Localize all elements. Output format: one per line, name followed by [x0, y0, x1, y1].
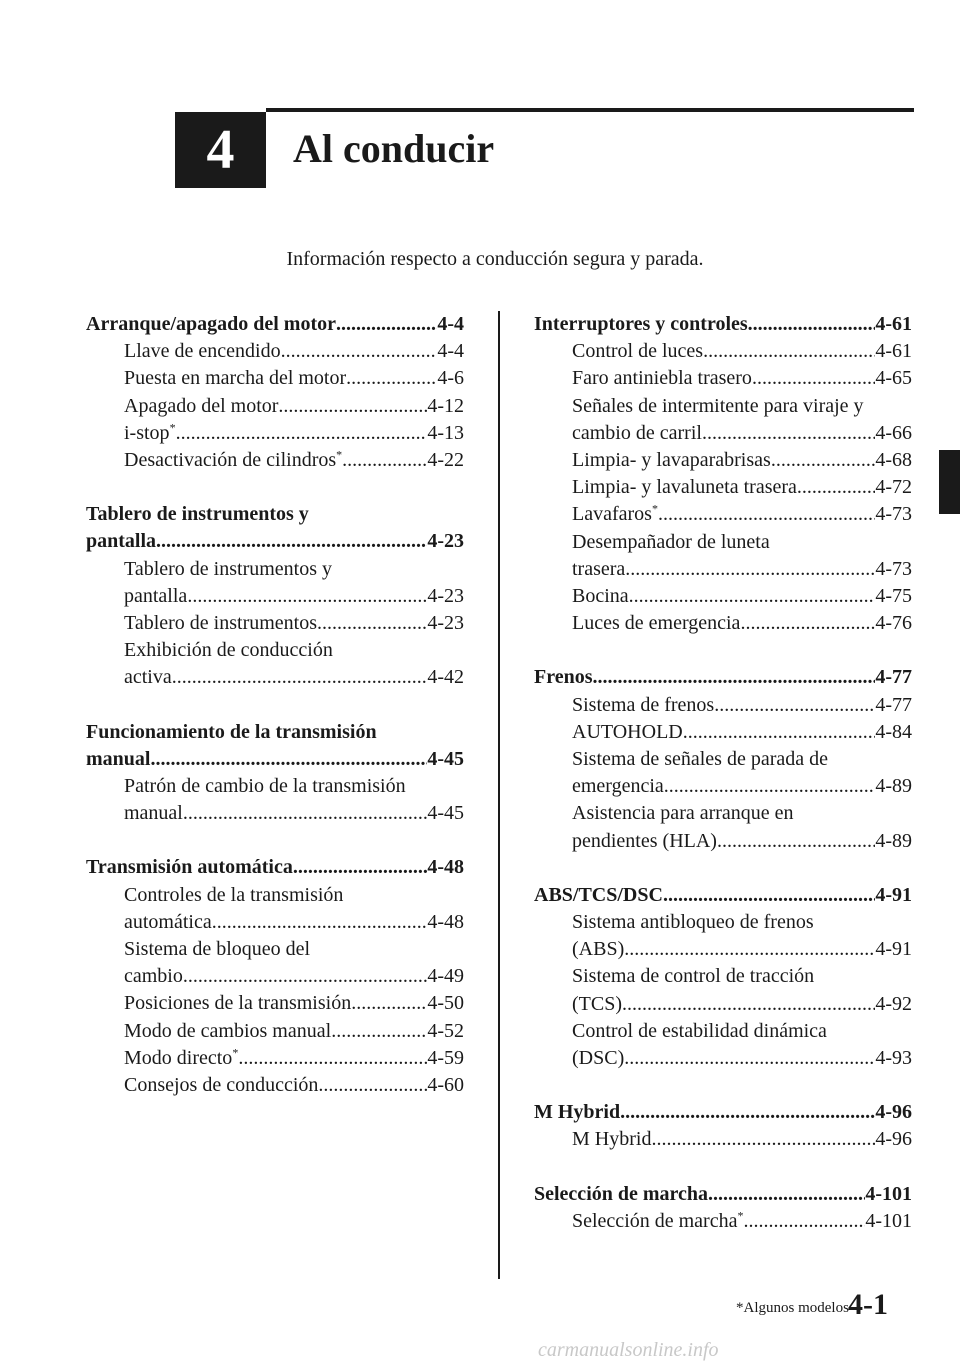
dot-leader [351, 990, 427, 1017]
toc-entry-text: Señales de intermitente para viraje y [572, 394, 864, 417]
dot-leader [317, 610, 427, 637]
toc-entry-text [572, 773, 664, 800]
toc-entry [534, 1126, 912, 1153]
toc-entry-page: 4-23 [427, 530, 464, 553]
toc-entry-text: Tablero de instrumentos y [86, 503, 309, 526]
toc-entry-label: cambio de carril [572, 421, 702, 444]
toc-entry-text [572, 719, 683, 746]
toc-entry-page: 4-45 [427, 802, 464, 825]
toc-entry-label: Control de luces [572, 340, 704, 363]
toc-entry-page: 4-73 [875, 503, 912, 526]
dot-leader [624, 936, 875, 963]
toc-entry [534, 365, 912, 392]
toc-entry-page: 4-72 [875, 476, 912, 499]
toc-entry-label: M Hybrid [572, 1128, 652, 1151]
toc-entry-page: 4-77 [875, 693, 912, 716]
toc-entry-label: manual [124, 802, 183, 825]
dot-leader [172, 664, 428, 691]
toc-entry-label: Apagado del motor [124, 394, 279, 417]
dot-leader [708, 1181, 865, 1208]
toc-entry-label: Frenos [534, 666, 593, 689]
dot-leader [622, 991, 875, 1018]
toc-entry-label: Posiciones de la transmisión [124, 992, 352, 1015]
chapter-intro: Información respecto a conducción segura y parada. [286, 248, 704, 270]
toc-entry-page: 4-48 [427, 910, 464, 933]
toc-entry-lead [534, 746, 912, 773]
toc-entry [534, 1045, 912, 1072]
toc-entry-text [86, 746, 150, 773]
toc-entry-text: Control de estabilidad dinámica [572, 1019, 827, 1042]
chapter-number-badge [175, 112, 266, 188]
toc-entry [86, 800, 464, 827]
toc-entry [86, 365, 464, 392]
toc-entry-text [86, 311, 336, 338]
toc-entry-label: pantalla [124, 584, 188, 607]
column-divider [498, 311, 500, 1279]
toc-entry-label: pantalla [86, 530, 157, 553]
asterisk-mark: * [651, 501, 658, 516]
toc-section [534, 664, 912, 854]
toc-entry-label: pendientes (HLA) [572, 829, 717, 852]
toc-entry-label: Interruptores y controles [534, 313, 748, 335]
toc-entry-text [534, 311, 748, 338]
toc-entry-lead [86, 556, 464, 583]
toc-entry-page: 4-84 [875, 720, 912, 743]
toc-entry-text [124, 420, 176, 447]
toc-entry-text: Controles de la transmisión [124, 883, 344, 906]
toc-entry [86, 610, 464, 637]
toc-section-heading-lead [86, 719, 464, 746]
toc-entry-page: 4-23 [427, 612, 464, 635]
toc-entry-page: 4-59 [427, 1046, 464, 1069]
toc-entry-page: 4-96 [875, 1128, 912, 1151]
toc-entry-label: ABS/TCS/DSC [534, 883, 663, 906]
dot-leader [658, 501, 875, 528]
dot-leader [183, 963, 427, 990]
dot-leader [278, 393, 427, 420]
toc-entry-label: Desactivación de cilindros [124, 449, 337, 472]
toc-entry [86, 990, 464, 1017]
toc-entry-text [124, 447, 342, 474]
toc-entry-text: Desempañador de luneta [572, 530, 770, 553]
toc-entry-page: 4-101 [865, 1209, 912, 1232]
toc-entry [86, 338, 464, 365]
toc-entry [534, 583, 912, 610]
toc-entry-page: 4-52 [427, 1019, 464, 1042]
dot-leader [629, 583, 876, 610]
watermark: carmanualsonline.info [538, 1339, 719, 1361]
dot-leader [771, 447, 876, 474]
toc-entry-page: 4-22 [427, 449, 464, 472]
toc-entry-page: 4-66 [875, 421, 912, 444]
toc-entry-label: emergencia [572, 775, 664, 798]
toc-entry [534, 420, 912, 447]
toc-entry [534, 828, 912, 855]
toc-section [534, 1099, 912, 1153]
toc-section-heading [534, 882, 912, 909]
toc-entry-text [124, 583, 187, 610]
toc-entry-text [572, 1208, 743, 1235]
toc-entry [534, 991, 912, 1018]
toc-entry-label: Faro antiniebla trasero [572, 367, 752, 390]
toc-section [534, 1181, 912, 1235]
toc-entry-label: Lavafaros [572, 503, 652, 526]
toc-right-column [534, 311, 912, 1262]
dot-leader [212, 909, 428, 936]
dot-leader [342, 447, 427, 474]
toc-entry-text [534, 882, 663, 909]
toc-section [86, 311, 464, 474]
toc-entry-page: 4-49 [427, 965, 464, 988]
toc-entry-text [572, 583, 629, 610]
dot-leader [740, 610, 875, 637]
toc-entry-text [572, 936, 624, 963]
toc-entry-lead [534, 963, 912, 990]
dot-leader [150, 746, 427, 773]
toc-entry [534, 719, 912, 746]
toc-entry-text [124, 1072, 318, 1099]
toc-entry-page: 4-42 [427, 666, 464, 689]
toc-entry [86, 963, 464, 990]
toc-entry-text [572, 1126, 651, 1153]
toc-entry-label: i-stop [124, 421, 170, 444]
toc-section [86, 854, 464, 1099]
dot-leader [176, 420, 428, 447]
toc-entry-label: Sistema de frenos [572, 693, 715, 716]
dot-leader [620, 1099, 875, 1126]
toc-entry-text: Asistencia para arranque en [572, 802, 794, 825]
toc-entry-lead [86, 936, 464, 963]
toc-entry-text [124, 365, 346, 392]
page-number: 4-1 [848, 1288, 888, 1321]
toc-entry-page: 4-23 [427, 584, 464, 607]
toc-entry-label: AUTOHOLD [572, 720, 683, 743]
toc-entry [86, 447, 464, 474]
toc-entry-label: automática [124, 910, 212, 933]
toc-entry [86, 1045, 464, 1072]
toc-entry [534, 773, 912, 800]
toc-entry [86, 393, 464, 420]
toc-section-heading [86, 746, 464, 773]
toc-entry [86, 583, 464, 610]
toc-entry-text [124, 800, 183, 827]
dot-leader [346, 365, 437, 392]
toc-entry-text [572, 1045, 624, 1072]
toc-section [534, 311, 912, 637]
toc-entry-label: Transmisión automática [86, 856, 293, 879]
dot-leader [238, 1045, 427, 1072]
dot-leader [625, 556, 875, 583]
toc-entry-page: 4-89 [875, 829, 912, 852]
toc-entry-page: 4-73 [875, 557, 912, 580]
toc-entry-text [124, 909, 212, 936]
toc-entry-text: Sistema de bloqueo del [124, 938, 311, 961]
toc-entry-lead [534, 800, 912, 827]
toc-entry-page: 4-61 [875, 340, 912, 363]
asterisk-mark: * [169, 420, 176, 435]
toc-entry-text [534, 1099, 620, 1126]
toc-entry-label: Limpia- y lavaparabrisas [572, 449, 771, 472]
toc-section-heading [86, 854, 464, 881]
toc-entry-text: Exhibición de conducción [124, 639, 333, 662]
toc-entry-text [124, 338, 281, 365]
toc-left-column [86, 311, 464, 1126]
toc-entry-text [124, 610, 317, 637]
toc-entry-text [124, 963, 183, 990]
toc-section-heading [534, 311, 912, 338]
dot-leader [717, 828, 875, 855]
toc-entry-page: 4-91 [875, 938, 912, 961]
toc-section-heading-lead [86, 501, 464, 528]
toc-section [86, 501, 464, 691]
toc-entry-text: Patrón de cambio de la transmisión [124, 775, 406, 798]
dot-leader [797, 474, 875, 501]
toc-entry [534, 447, 912, 474]
dot-leader [663, 882, 875, 909]
toc-entry-page: 4-48 [427, 856, 464, 879]
dot-leader [703, 338, 875, 365]
toc-section-heading [534, 1099, 912, 1126]
toc-entry-text: Funcionamiento de la transmisión [86, 720, 377, 743]
toc-entry-text [572, 474, 797, 501]
toc-entry-text [534, 1181, 708, 1208]
toc-entry-page: 4-96 [875, 1101, 912, 1124]
toc-section [86, 719, 464, 828]
toc-entry [86, 664, 464, 691]
toc-entry-page: 4-93 [875, 1047, 912, 1070]
toc-entry [534, 936, 912, 963]
dot-leader [331, 1018, 427, 1045]
toc-entry-lead [86, 637, 464, 664]
toc-entry-text [572, 420, 702, 447]
toc-entry-text [572, 991, 622, 1018]
chapter-number: 4 [206, 119, 235, 181]
toc-entry-text [572, 610, 740, 637]
chapter-top-rule [266, 108, 914, 112]
toc-entry-lead [534, 393, 912, 420]
toc-entry-text [86, 528, 156, 555]
toc-entry-text [572, 365, 752, 392]
chapter-side-tab [939, 450, 960, 514]
toc-entry-label: Selección de marcha [572, 1209, 738, 1232]
toc-entry-page: 4-45 [427, 747, 464, 770]
toc-entry [534, 338, 912, 365]
dot-leader [743, 1208, 865, 1235]
toc-entry-label: Llave de encendido [124, 340, 281, 363]
asterisk-mark: * [336, 447, 343, 462]
dot-leader [702, 420, 875, 447]
toc-entry-text: Sistema de control de tracción [572, 965, 815, 988]
dot-leader [281, 338, 438, 365]
toc-entry-lead [86, 773, 464, 800]
toc-entry-text [572, 556, 625, 583]
toc-entry [534, 501, 912, 528]
toc-entry-label: Modo directo [124, 1046, 233, 1069]
toc-entry-label: Arranque/apagado del motor [86, 313, 336, 335]
toc-entry [534, 1208, 912, 1235]
toc-entry-page: 4-101 [865, 1182, 912, 1205]
toc-entry-text [124, 664, 172, 691]
toc-entry-label: (TCS) [572, 992, 622, 1015]
toc-entry-text: Tablero de instrumentos y [124, 557, 332, 580]
toc-entry-lead [86, 882, 464, 909]
toc-entry-page: 4-60 [427, 1074, 464, 1097]
toc-entry-lead [534, 1018, 912, 1045]
toc-entry-label: Tablero de instrumentos [124, 612, 317, 635]
asterisk-mark: * [737, 1208, 744, 1223]
toc-entry [534, 692, 912, 719]
dot-leader [293, 854, 427, 881]
toc-section-heading [534, 664, 912, 691]
toc-entry-page: 4-91 [875, 883, 912, 906]
toc-entry-page: 4-89 [875, 775, 912, 798]
toc-entry-text: Sistema antibloqueo de frenos [572, 911, 814, 934]
dot-leader [651, 1126, 875, 1153]
toc-entry-page: 4-13 [427, 421, 464, 444]
toc-entry-label: M Hybrid [534, 1101, 621, 1124]
toc-entry-page: 4-6 [437, 367, 464, 390]
toc-entry-page: 4-68 [875, 449, 912, 472]
chapter-title: Al conducir [293, 126, 495, 171]
toc-entry-page: 4-4 [437, 313, 464, 335]
toc-entry-page: 4-61 [875, 313, 912, 335]
toc-section-heading [86, 528, 464, 555]
toc-entry-text [86, 854, 293, 881]
toc-section-heading [534, 1181, 912, 1208]
toc-entry-text: Sistema de señales de parada de [572, 748, 829, 771]
toc-entry-page: 4-92 [875, 992, 912, 1015]
toc-entry-lead [534, 909, 912, 936]
toc-entry-text [572, 338, 703, 365]
asterisk-mark: * [232, 1045, 239, 1060]
toc-entry-text [124, 990, 351, 1017]
toc-entry-text [572, 828, 717, 855]
dot-leader [714, 692, 875, 719]
toc-entry-page: 4-50 [427, 992, 464, 1015]
toc-entry-label: Luces de emergencia [572, 612, 741, 635]
dot-leader [336, 311, 437, 338]
toc-entry-label: Consejos de conducción [124, 1074, 319, 1097]
toc-entry-page: 4-4 [437, 340, 464, 363]
dot-leader [664, 773, 876, 800]
toc-entry-label: Selección de marcha [534, 1182, 709, 1205]
toc-entry-label: trasera [572, 557, 626, 580]
toc-entry-text [124, 1045, 238, 1072]
toc-entry-text [534, 664, 593, 691]
toc-entry-page: 4-65 [875, 367, 912, 390]
dot-leader [752, 365, 875, 392]
toc-section [534, 882, 912, 1072]
footnote-some-models: *Algunos modelos [736, 1300, 849, 1316]
toc-entry-label: (ABS) [572, 938, 625, 961]
dot-leader [187, 583, 427, 610]
dot-leader [318, 1072, 427, 1099]
dot-leader [593, 664, 876, 691]
toc-entry-label: Modo de cambios manual [124, 1019, 332, 1042]
toc-section-heading [86, 311, 464, 338]
toc-entry-label: activa [124, 666, 172, 689]
toc-entry [86, 420, 464, 447]
toc-entry-label: Puesta en marcha del motor [124, 367, 347, 390]
toc-entry-text [572, 692, 714, 719]
toc-entry [86, 1072, 464, 1099]
toc-entry-text [124, 1018, 331, 1045]
dot-leader [183, 800, 427, 827]
toc-entry-page: 4-75 [875, 585, 912, 608]
toc-entry [534, 556, 912, 583]
toc-entry-lead [534, 529, 912, 556]
toc-entry [86, 1018, 464, 1045]
dot-leader [624, 1045, 875, 1072]
toc-entry [534, 474, 912, 501]
toc-entry-label: manual [86, 747, 151, 770]
toc-entry-text [572, 447, 771, 474]
dot-leader [748, 311, 876, 338]
toc-entry-page: 4-77 [875, 666, 912, 689]
toc-entry-text [572, 501, 658, 528]
toc-entry-label: (DSC) [572, 1047, 625, 1070]
dot-leader [683, 719, 876, 746]
toc-entry [534, 610, 912, 637]
toc-entry [86, 909, 464, 936]
toc-entry-page: 4-12 [427, 394, 464, 417]
toc-entry-label: Limpia- y lavaluneta trasera [572, 476, 797, 499]
toc-entry-label: Bocina [572, 585, 629, 608]
toc-entry-label: cambio [124, 965, 183, 988]
dot-leader [156, 528, 427, 555]
toc-entry-page: 4-76 [875, 612, 912, 635]
toc-entry-text [124, 393, 278, 420]
